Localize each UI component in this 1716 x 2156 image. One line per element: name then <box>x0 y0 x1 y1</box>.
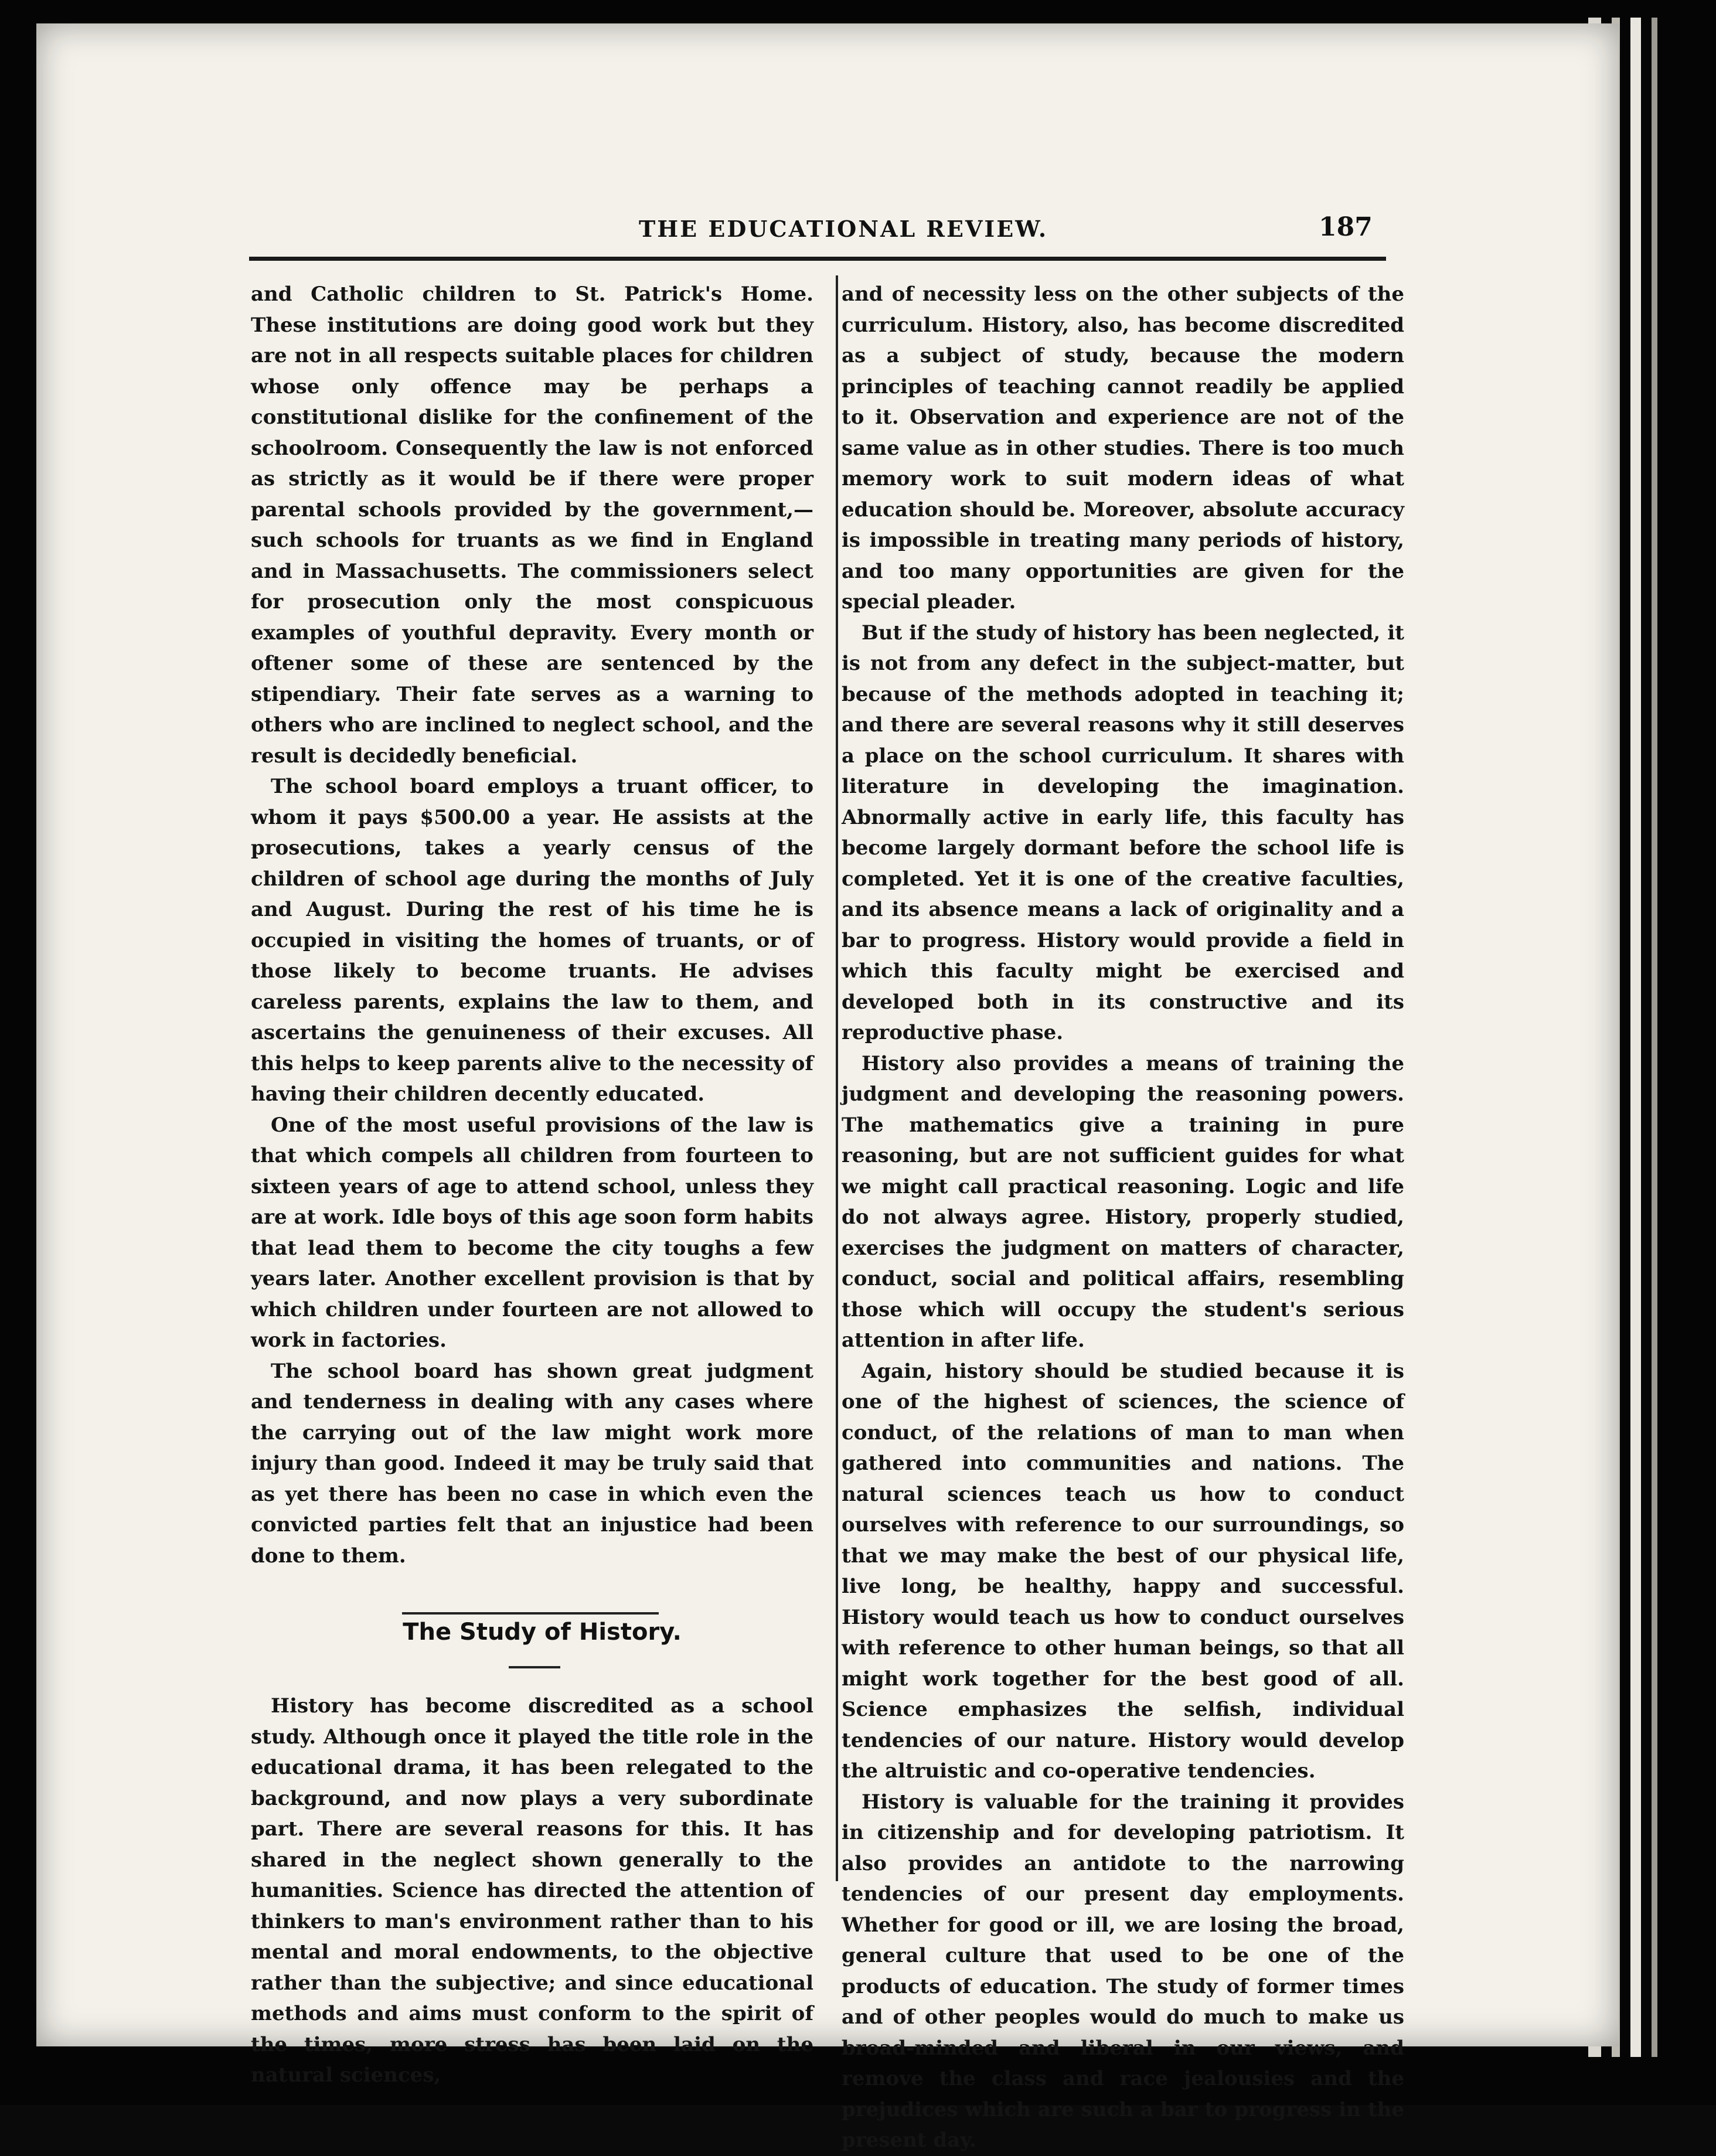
paragraph: But if the study of history has been neglected, it is not from any defect in the subject-matter, but because of the methods adopted in teaching it; and there are several reasons why it still deserves a place on the school curriculum. It shares with literature in developing the imagination. Abnormally active in early life, this faculty has become largely dormant before the school life is completed. Yet it is one of the creative faculties, and its absence means a lack of originality and a bar to progress. History would provide a field in which this faculty might be exercised and developed both in its constructive and its reproductive phase. <box>842 621 1404 1044</box>
page-number: 187 <box>1319 212 1373 242</box>
paragraph: History has become discredited as a school study. Although once it played the title role in the educational drama, it has been relegated to the background, and now plays a very subordinate part. There are several reasons for this. It has shared in the neglect shown generally to the humanities. Science has directed the attention of thinkers to man's environment rather than to his mental and moral endowments, to the objective rather than the subjective; and since educational methods and aims must conform to the spirit of the times, more stress has been laid on the natural sciences, <box>251 1694 813 2087</box>
heading-underline <box>509 1666 560 1668</box>
right-column <box>842 279 1404 2156</box>
paragraph: and Catholic children to St. Patrick's Home. These institutions are doing good work but they are not in all respects suitable places for children whose only offence may be perhaps a constitutional dislike for the confinement of the schoolroom. Consequently the law is not enforced as strictly as it would be if there were proper parental schools provided by the government,—such schools for truants as we find in England and in Massachusetts. The commissioners select for prosecution only the most conspicuous examples of youthful depravity. Every month or oftener some of these are sentenced by the stipendiary. Their fate serves as a warning to others who are inclined to neglect school, and the result is decidedly beneficial. <box>251 282 813 768</box>
edge-stripe <box>1652 18 1657 2057</box>
paragraph: History also provides a means of training the judgment and developing the reasoning powers. The mathematics give a training in pure reasoning, but are not sufficient guides for what we might call practical reasoning. Logic and life do not always agree. History, properly studied, exercises the judgment on matters of character, conduct, social and political affairs, resembling those which will occupy the student's serious attention in after life. <box>842 1051 1404 1352</box>
header-rule <box>249 257 1386 261</box>
paragraph: and of necessity less on the other subjects of the curriculum. History, also, has become discredited as a subject of study, because the modern principles of teaching cannot readily be applied to it. Observation and experience are not of the same value as in other studies. There is too much memory work to suit modern ideas of what education should be. Moreover, absolute accuracy is impossible in treating many periods of history, and too many opportunities are given for the special pleader. <box>842 282 1404 614</box>
paragraph: The school board employs a truant officer, to whom it pays $500.00 a year. He assists at the prosecutions, takes a yearly census of the children of school age during the months of July and August. During the rest of his time he is occupied in visiting the homes of truants, or of those likely to become truants. He advises careless parents, explains the law to them, and ascertains the genuineness of their excuses. All this helps to keep parents alive to the necessity of having their children decently educated. <box>251 775 813 1106</box>
column-divider <box>836 275 838 1881</box>
left-column <box>251 279 813 2091</box>
paragraph: History is valuable for the training it provides in citizenship and for developing patriotism. It also provides an antidote to the narrowing tendencies of our present day employments. Whether for good or ill, we are losing the broad, general culture that used to be one of the products of education. The study of former times and of other peoples would do much to make us broad-minded and liberal in our views, and remove the class and race jealousies and the prejudices which are such a bar to progress in the present day. <box>842 1790 1404 2152</box>
paragraph: The school board has shown great judgment and tenderness in dealing with any cases where the carrying out of the law might work more injury than good. Indeed it may be truly said that as yet there has been no case in which even the convicted parties felt that an injustice had been done to them. <box>251 1359 813 1568</box>
edge-stripe <box>1630 18 1641 2057</box>
running-head: THE EDUCATIONAL REVIEW. <box>639 216 1048 242</box>
paragraph: Again, history should be studied because it is one of the highest of sciences, the science of conduct, of the relations of man to man when gathered into communities and nations. The natural sciences teach us how to conduct ourselves with reference to our surroundings, so that we may make the best of our physical life, live long, be healthy, happy and successful. History would teach us how to conduct ourselves with reference to other human beings, so that all might work together for the best good of all. Science emphasizes the selfish, individual tendencies of our nature. History would develop the altruistic and co-operative tendencies. <box>842 1359 1404 1783</box>
section-heading: The Study of History. <box>403 1619 682 1646</box>
paragraph: One of the most useful provisions of the law is that which compels all children from fourteen to sixteen years of age to attend school, unless they are at work. Idle boys of this age soon form habits that lead them to become the city toughs a few years later. Another excellent provision is that by which children under fourteen are not allowed to work in factories. <box>251 1113 813 1352</box>
